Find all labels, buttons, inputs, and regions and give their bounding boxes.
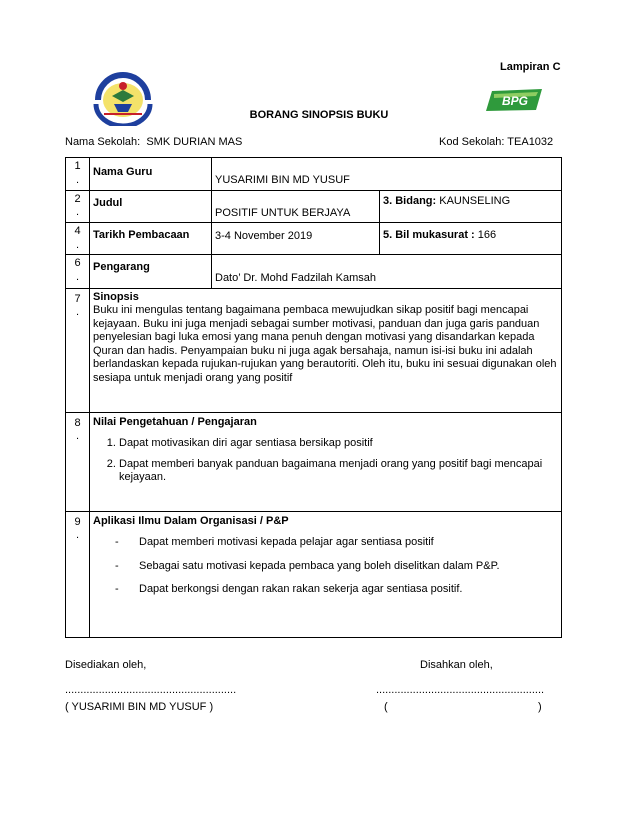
nilai-list	[93, 437, 558, 485]
row-nama-guru	[66, 158, 562, 191]
list-item: - Dapat berkongsi dengan rakan rakan sekerja agar sentiasa positif.	[115, 583, 463, 595]
judul-value: POSITIF UNTUK BERJAYA	[212, 190, 380, 223]
school-code-value: TEA1032	[507, 136, 554, 148]
nilai-cell	[90, 412, 562, 511]
row-number: 9 .	[66, 511, 90, 637]
bidang-value: KAUNSELING	[439, 194, 511, 207]
list-item: 2. Dapat memberi banyak panduan bagaimana menjadi orang yang positif bagi mencapai kejayaan.	[119, 458, 558, 485]
school-code-line	[439, 136, 553, 148]
aplikasi-label: Aplikasi Ilmu Dalam Organisasi / P&P	[93, 514, 289, 527]
nama-guru-value: YUSARIMI BIN MD YUSUF	[212, 158, 562, 191]
mukasurat-label: 5. Bil mukasurat :	[383, 229, 475, 241]
aplikasi-cell	[90, 511, 562, 637]
tarikh-value: 3-4 November 2019	[212, 223, 380, 255]
row-number: 6 .	[66, 255, 90, 289]
row-nilai	[66, 412, 562, 511]
prepared-by-label: Disediakan oleh,	[65, 659, 147, 671]
row-pengarang	[66, 255, 562, 289]
row-number: 8 .	[66, 412, 90, 511]
row-number: 1 .	[66, 158, 90, 191]
row-aplikasi	[66, 511, 562, 637]
approved-by-label: Disahkan oleh,	[420, 659, 493, 671]
lampiran-label: Lampiran C	[500, 61, 561, 73]
sinopsis-cell	[90, 288, 562, 412]
mukasurat-value: 166	[477, 229, 497, 241]
prepared-signature-line: ........................................................	[65, 684, 237, 696]
aplikasi-list	[93, 536, 558, 597]
school-code-label: Kod Sekolah:	[439, 136, 505, 148]
sinopsis-text: Buku ini mengulas tentang bagaimana pembaca mewujudkan sikap positif bagi mencapai kejayaan. Buku ini juga menjadi sebagai sumber motivasi, panduan dan juga garis panduan penyelesian bagi luka emosi yang mana penuh dengan motivasi yang disandarkan kepada Quran dan hadis. Penyampaian buku ni juga agak bersahaja, namun isi-isi buku ini adalah berlandaskan kepada rujukan-rujukan yang berautoriti. Oleh itu, buku ini sesuai digunakan oleh sesiapa untuk menjadi orang yang positif	[93, 304, 557, 384]
row-sinopsis	[66, 288, 562, 412]
school-name-line	[65, 136, 242, 148]
list-item: - Dapat memberi motivasi kepada pelajar agar sentiasa positif	[115, 536, 434, 548]
school-name-label: Nama Sekolah:	[65, 136, 141, 148]
nilai-label: Nilai Pengetahuan / Pengajaran	[93, 415, 257, 428]
row-number: 2 .	[66, 190, 90, 223]
approved-signature-line: .......................................................	[376, 684, 545, 696]
tarikh-label: Tarikh Pembacaan	[90, 223, 212, 255]
row-number: 4 .	[66, 223, 90, 255]
judul-label: Judul	[90, 190, 212, 223]
synopsis-form-table	[65, 157, 562, 638]
approved-name-open: (	[384, 701, 388, 713]
list-item: 1. Dapat motivasikan diri agar sentiasa bersikap positif	[119, 437, 558, 451]
row-tarikh	[66, 223, 562, 255]
mukasurat-cell	[380, 223, 562, 255]
form-title: BORANG SINOPSIS BUKU	[249, 109, 389, 121]
list-item: - Sebagai satu motivasi kepada pembaca yang boleh diselitkan dalam P&P.	[115, 559, 500, 572]
approved-name-close: )	[538, 701, 542, 713]
prepared-name: ( YUSARIMI BIN MD YUSUF )	[65, 701, 214, 713]
school-name-value: SMK DURIAN MAS	[146, 136, 243, 148]
bidang-cell	[380, 190, 562, 223]
bidang-label: 3. Bidang:	[383, 194, 437, 207]
sinopsis-label: Sinopsis	[93, 290, 139, 303]
row-judul	[66, 190, 562, 223]
row-number: 7 .	[66, 288, 90, 412]
pengarang-label: Pengarang	[90, 255, 212, 289]
nama-guru-label: Nama Guru	[90, 158, 212, 191]
pengarang-value: Dato’ Dr. Mohd Fadzilah Kamsah	[212, 255, 562, 289]
bpg-logo-text: BPG	[501, 94, 529, 108]
